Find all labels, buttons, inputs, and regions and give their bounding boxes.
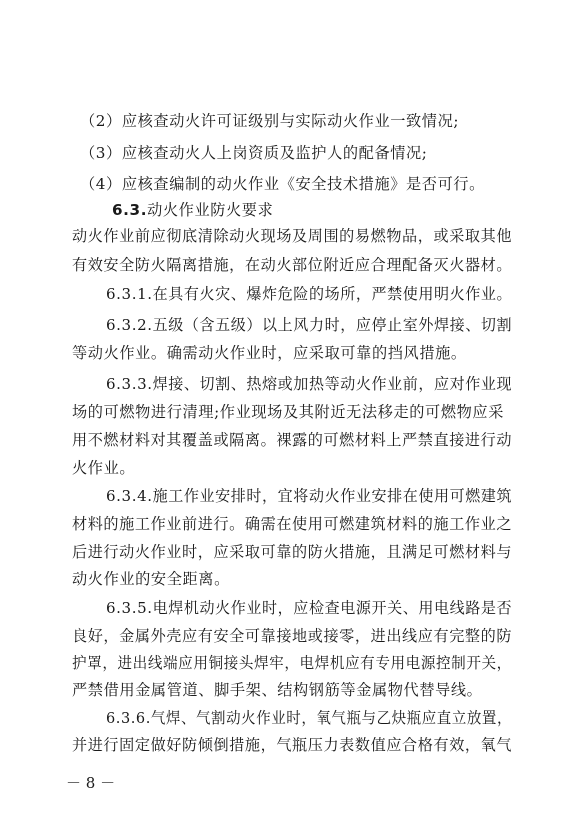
clause-text: 气焊、气割动火作业时，氧气瓶与乙炔瓶应直立放置， (150, 709, 513, 727)
body-line: （3）应核查动火人上岗资质及监护人的配备情况; (80, 144, 428, 162)
body-line: 并进行固定做好防倾倒措施，气瓶压力表数值应合格有效，氧气 (72, 736, 513, 754)
body-line: 火作业。 (72, 459, 136, 477)
page-number: － 8 － (66, 774, 116, 792)
clause-text: 施工作业安排时，宜将动火作业安排在使用可燃建筑 (152, 487, 513, 505)
body-line: （4）应核查编制的动火作业《安全技术措施》是否可行。 (80, 175, 485, 193)
body-line: 场的可燃物进行清理;作业现场及其附近无法移走的可燃物应采 (72, 403, 504, 421)
clause-number: 6.3.5. (106, 599, 153, 617)
clause-number: 6.3.4. (106, 487, 153, 505)
clause-number: 6.3.3. (106, 375, 153, 393)
body-line: 材料的施工作业前进行。确需在使用可燃建筑材料的施工作业之 (72, 515, 513, 533)
clause-text: 焊接、切割、热熔或加热等动火作业前，应对作业现 (152, 375, 513, 393)
clause-line (106, 708, 512, 728)
clause-number: 6.3.1. (106, 285, 153, 303)
clause-line (106, 598, 512, 618)
body-line: 用不燃材料对其覆盖或隔离。裸露的可燃材料上严禁直接进行动 (72, 431, 513, 449)
body-line: 动火作业的安全距离。 (72, 570, 230, 588)
body-line: 有效安全防火隔离措施，在动火部位附近应合理配备灭火器材。 (72, 256, 513, 274)
body-line: 良好，金属外壳应有安全可靠接地或接零，进出线应有完整的防 (72, 627, 513, 645)
body-line: 严禁借用金属管道、脚手架、结构钢筋等金属物代替导线。 (72, 681, 483, 699)
clause-text: 在具有火灾、爆炸危险的场所，严禁使用明火作业。 (152, 285, 513, 303)
clause-text: 电焊机动火作业时，应检查电源开关、用电线路是否 (152, 599, 513, 617)
clause-number: 6.3.2. (106, 316, 153, 334)
clause-line (106, 315, 512, 335)
clause-number: 6.3.6. (106, 709, 151, 727)
body-line: 动火作业前应彻底清除动火现场及周围的易燃物品，或采取其他 (72, 227, 513, 245)
clause-line (106, 374, 512, 394)
section-title: 动火作业防火要求 (147, 201, 274, 219)
body-line: 护罩，进出线端应用铜接头焊牢，电焊机应有专用电源控制开关， (72, 654, 512, 672)
clause-line (106, 284, 512, 304)
clause-text: 五级（含五级）以上风力时，应停止室外焊接、切割 (152, 316, 513, 334)
body-line: 后进行动火作业时，应采取可靠的防火措施，且满足可燃材料与 (72, 543, 513, 561)
section-number: 6.3. (112, 201, 148, 219)
clause-line (106, 486, 512, 506)
body-line: （2）应核查动火许可证级别与实际动火作业一致情况; (80, 112, 460, 130)
body-line: 等动火作业。确需动火作业时，应采取可靠的挡风措施。 (72, 344, 467, 362)
section-heading (112, 200, 273, 220)
